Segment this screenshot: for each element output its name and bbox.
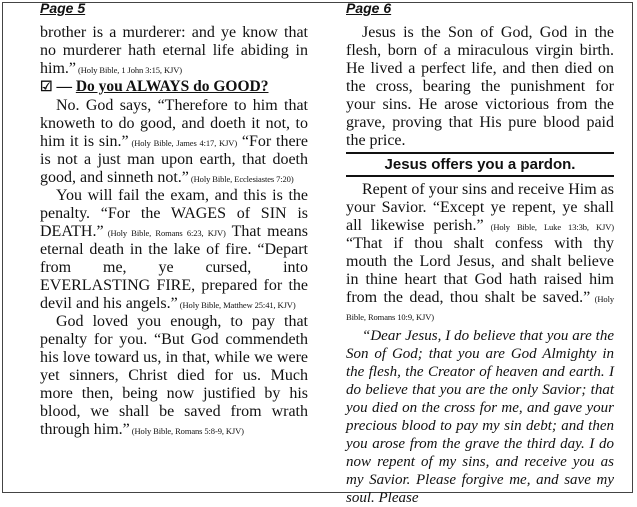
scripture-reference: (Holy Bible, Ecclesiastes 7:20) [188, 174, 294, 184]
paragraph [346, 24, 614, 150]
scripture-reference: (Holy Bible, 1 John 3:15, KJV) [76, 65, 182, 75]
divider [346, 175, 614, 177]
body-text: “For there is not a just man upon earth, that doeth good, and sinneth not.” [40, 133, 308, 186]
paragraph [40, 187, 308, 313]
question-heading [40, 78, 308, 97]
body-text: That means eternal death in the lake of fire. “Depart from me, ye cursed, into EVERLASTING FIRE, prepared for the devil and his angels.” [40, 223, 308, 312]
question-text: Do you ALWAYS do GOOD? [75, 78, 269, 95]
scripture-reference: (Holy Bible, James 4:17, KJV) [128, 138, 238, 148]
body-text: Jesus is the Son of God, God in the flesh, born of a miraculous virgin birth. He lived a perfect life, and then died on the cross, bearing the punishment for your sins. He arose victorious from the grave, proving that His pure blood paid the price. [346, 24, 614, 149]
scripture-reference: (Holy Bible, Matthew 25:41, KJV) [177, 300, 296, 310]
section-heading: Jesus offers you a pardon. [384, 156, 576, 173]
scripture-reference: (Holy Bible, Romans 5:8-9, KJV) [129, 426, 244, 436]
page-label: Page 6 [346, 0, 392, 16]
body-text: “That if thou shalt confess with thy mouth the Lord Jesus, and shalt believe in thine heart that God hath raised him from the dead, thou shalt be saved.” [346, 235, 614, 306]
prayer-text: “Dear Jesus, I do believe that you are the Son of God; that you are God Almighty in the flesh, the Creator of heaven and earth. I do believe that you are the only Savior; that you died on the cross for me, and gave your precious blood to pay my sin debt; and then you arose from the grave the third day. I do now repent of my sins, and receive you as my Savior. Please forgive me, and save my soul. Please [346, 328, 614, 506]
paragraph [40, 97, 308, 187]
body-text: Repent of your sins and receive Him as your Savior. “Except ye repent, ye shall all likewise perish.” [346, 181, 614, 234]
scripture-reference: (Holy Bible, Romans 6:23, KJV) [103, 228, 226, 238]
page-label: Page 5 [40, 0, 86, 16]
scripture-reference: (Holy Bible, Luke 13:3b, KJV) [483, 222, 614, 232]
checked-box-icon: ☑ [40, 80, 53, 95]
dash: — [52, 78, 76, 95]
body-text: God loved you enough, to pay that penalty for you. “But God commendeth his love toward us, in that, while we were yet sinners, Christ died for us. Much more then, being now justified by his blood, we shall be saved from wrath through him.” [40, 313, 308, 438]
paragraph [40, 24, 308, 78]
body-text: brother is a murderer: and ye know that no murderer hath eternal life abiding in him.” [40, 24, 308, 77]
paragraph [346, 181, 614, 325]
body-text: You will fail the exam, and this is the penalty. “For the WAGES of SIN is DEATH.” [40, 187, 308, 240]
page-5 [40, 0, 308, 439]
paragraph [40, 313, 308, 439]
page-6 [346, 0, 614, 507]
scripture-reference: (Holy Bible, Romans 10:9, KJV) [346, 294, 614, 322]
body-text: No. God says, “Therefore to him that knoweth to do good, and doeth it not, to him it is sin.” [40, 97, 308, 150]
